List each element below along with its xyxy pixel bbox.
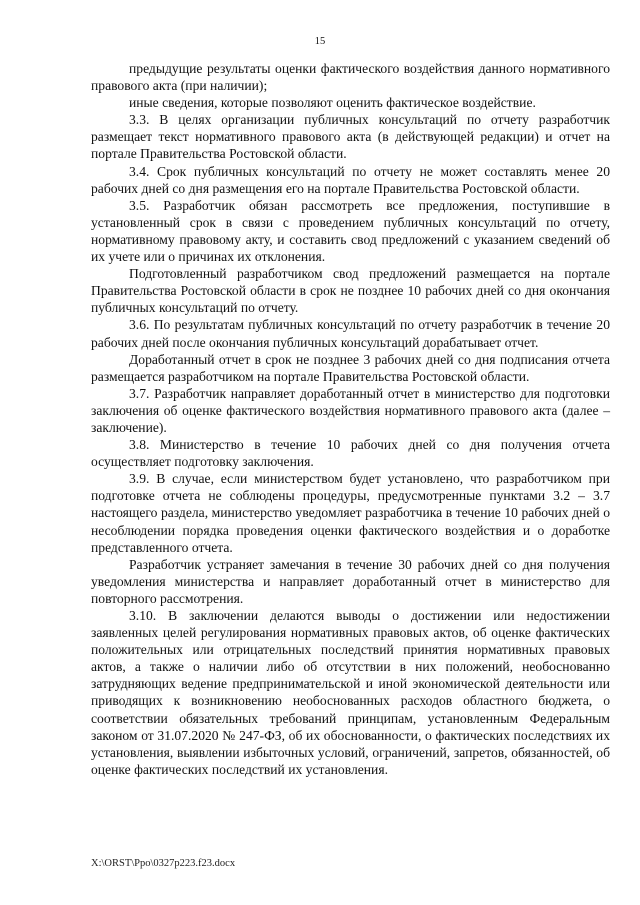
paragraph: 3.10. В заключении делаются выводы о достижении или недостижении заявленных целей регулирования нормативных правовых актов, об оценке фактических положительных или отрицательных последствий принятия нормативных правовых актов, а также о наличии либо об отсутствии в них положений, необоснованно затрудняющих ведение предпринимательской и иной экономической деятельности или приводящих к возникновению необоснованных расходов областного бюджета, о соответствии обязательных требований принципам, установленным Федеральным законом от 31.07.2020 № 247-ФЗ, об их обоснованности, о фактических последствиях их установления, выявлении избыточных условий, ограничений, запретов, обязанностей, об оценке фактических последствий их установления. [91, 608, 610, 777]
paragraph: 3.9. В случае, если министерством будет установлено, что разработчиком при подготовке отчета не соблюдены процедуры, предусмотренные пунктами 3.2 – 3.7 настоящего раздела, министерство уведомляет разработчика в течение 10 рабочих дней о несоблюдении порядка проведения оценки фактического воздействия и о доработке представленного отчета. [91, 471, 610, 555]
paragraph: 3.7. Разработчик направляет доработанный отчет в министерство для подготовки заключения об оценке фактического воздействия нормативного правового акта (далее – заключение). [91, 385, 610, 435]
paragraph: Доработанный отчет в срок не позднее 3 рабочих дней со дня подписания отчета размещается разработчиком на портале Правительства Ростовской области. [91, 351, 610, 384]
paragraph: Разработчик устраняет замечания в течение 30 рабочих дней со дня получения уведомления министерства и направляет доработанный отчет в министерство для повторного рассмотрения. [91, 556, 610, 606]
paragraph: иные сведения, которые позволяют оценить фактическое воздействие. [129, 95, 536, 111]
footer-file-path: X:\ORST\Ppo\0327p223.f23.docx [91, 858, 236, 869]
paragraph: 3.4. Срок публичных консультаций по отчету не может составлять менее 20 рабочих дней со дня размещения его на портале Правительства Ростовской области. [91, 163, 610, 196]
paragraph: 3.8. Министерство в течение 10 рабочих дней со дня получения отчета осуществляет подготовку заключения. [91, 437, 610, 470]
page-number: 15 [314, 36, 326, 47]
paragraph: Подготовленный разработчиком свод предложений размещается на портале Правительства Ростовской области в срок не позднее 10 рабочих дней со дня окончания публичных консультаций по отчету. [91, 266, 610, 316]
paragraph: предыдущие результаты оценки фактического воздействия данного нормативного правового акта (при наличии); [91, 61, 610, 94]
document-body [91, 60, 610, 778]
paragraph: 3.5. Разработчик обязан рассмотреть все предложения, поступившие в установленный срок в связи с проведением публичных консультаций по отчету, нормативному правовому акту, и составить свод предложений с указанием сведений об их учете или о причинах их отклонения. [91, 197, 610, 265]
paragraph: 3.6. По результатам публичных консультаций по отчету разработчик в течение 20 рабочих дней после окончания публичных консультаций дорабатывает отчет. [91, 317, 610, 350]
paragraph: 3.3. В целях организации публичных консультаций по отчету разработчик размещает текст нормативного правового акта (в действующей редакции) и отчет на портале Правительства Ростовской области. [91, 112, 610, 162]
